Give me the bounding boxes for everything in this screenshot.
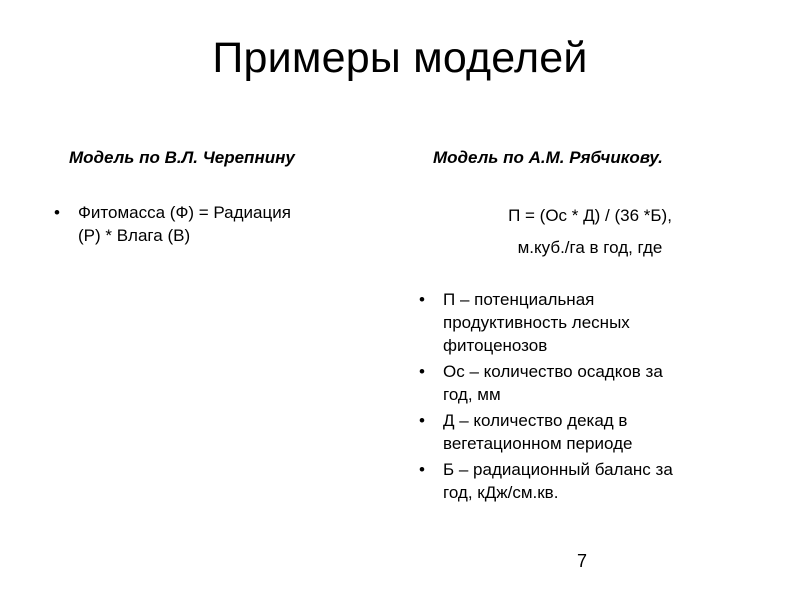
list-item-line: Д – количество декад в [443,411,628,430]
list-item-line: Ос – количество осадков за [443,362,663,381]
list-item-line: Фитомасса (Ф) = Радиация [78,203,291,222]
list-item-line: вегетационном периоде [443,434,633,453]
list-item-line: Б – радиационный баланс за [443,460,673,479]
list-item-line: год, мм [443,385,501,404]
page-number: 7 [577,551,588,571]
bullet-icon: • [54,203,60,222]
bullet-icon: • [419,362,425,381]
list-item [419,360,759,406]
list-item-line: фитоценозов [443,336,548,355]
list-item [419,288,759,357]
bullet-icon: • [419,411,425,430]
bullet-icon: • [419,460,425,479]
left-column-list [54,201,384,247]
formula-units-line: м.куб./га в год, где [517,238,663,257]
list-item [54,201,384,247]
left-column-heading: Модель по В.Л. Черепнину [69,148,295,167]
slide-title: Примеры моделей [212,34,588,82]
list-item [419,409,759,455]
bullet-icon: • [419,290,425,309]
list-item-line: год, кДж/см.кв. [443,483,559,502]
right-column-list [419,288,759,507]
right-column-heading: Модель по А.М. Рябчикову. [433,148,663,167]
list-item-line: продуктивность лесных [443,313,630,332]
list-item [419,458,759,504]
list-item-line: (Р) * Влага (В) [78,226,191,245]
formula-line: П = (Ос * Д) / (36 *Б), [508,206,672,225]
list-item-line: П – потенциальная [443,290,595,309]
